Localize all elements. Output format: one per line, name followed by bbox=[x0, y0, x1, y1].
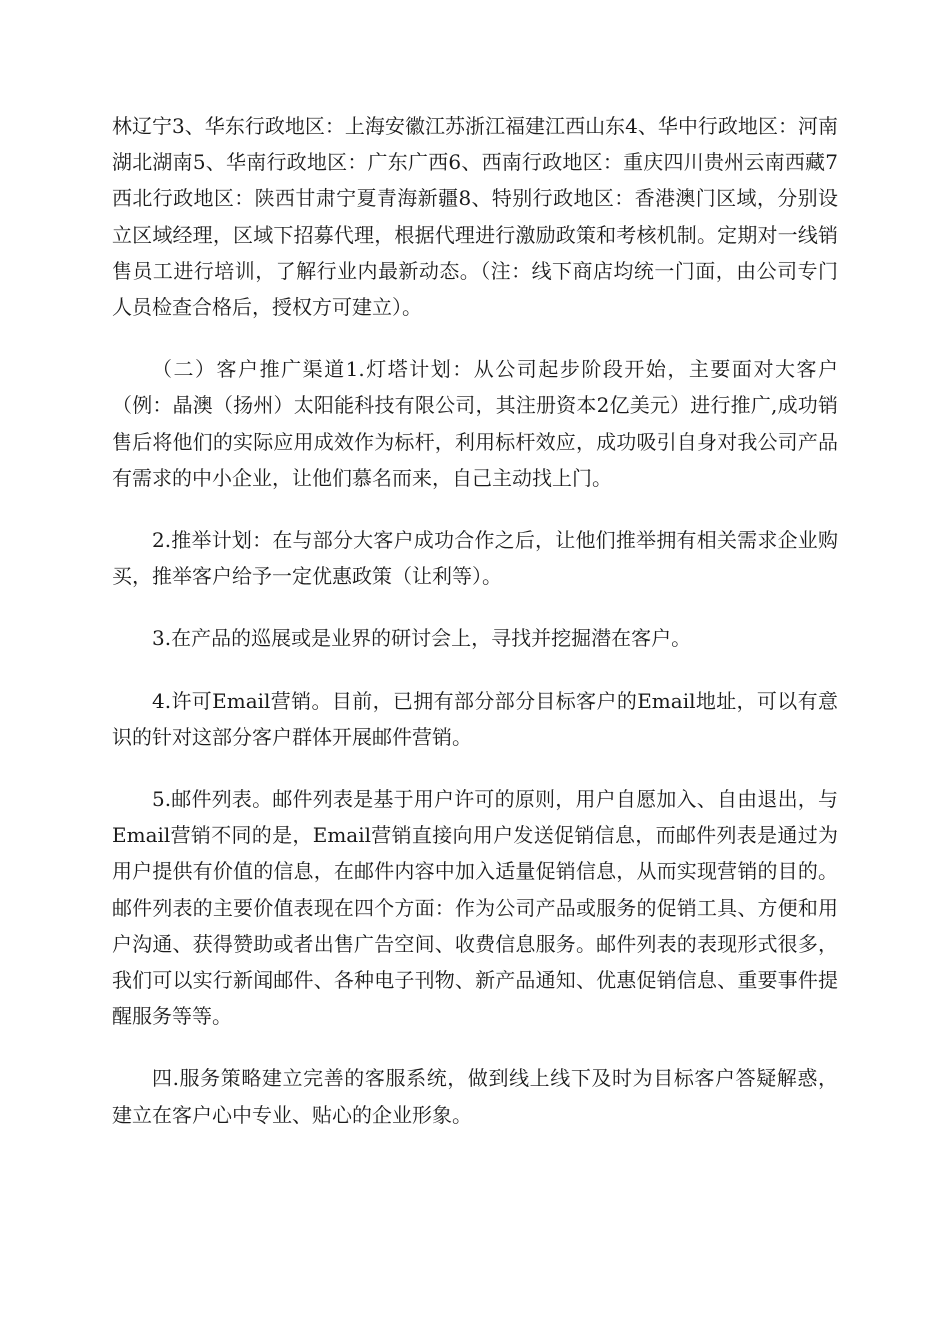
paragraph-email-marketing: 4.许可Email营销。目前，已拥有部分部分目标客户的Email地址，可以有意识的针对这部分客户群体开展邮件营销。 bbox=[112, 688, 838, 749]
paragraph-promotion-channels: （二）客户推广渠道1.灯塔计划：从公司起步阶段开始，主要面对大客户（例：晶澳（扬州）太阳能科技有限公司，其注册资本2亿美元）进行推广,成功销售后将他们的实际应用成效作为标杆，利用标杆效应，成功吸引自身对我公司产品有需求的中小企业，让他们慕名而来，自己主动找上门。 bbox=[112, 357, 838, 490]
paragraph-regions: 林辽宁3、华东行政地区：上海安徽江苏浙江福建江西山东4、华中行政地区：河南湖北湖南5、华南行政地区：广东广西6、西南行政地区：重庆四川贵州云南西藏7西北行政地区：陕西甘肃宁夏青海新疆8、特别行政地区：香港澳门区域，分别设立区域经理，区域下招募代理，根据代理进行激励政策和考核机制。定期对一线销售员工进行培训，了解行业内最新动态。（注：线下商店均统一门面，由公司专门人员检查合格后，授权方可建立）。 bbox=[112, 114, 838, 320]
paragraph-mailing-list: 5.邮件列表。邮件列表是基于用户许可的原则，用户自愿加入、自由退出，与Email营销不同的是，Email营销直接向用户发送促销信息，而邮件列表是通过为用户提供有价值的信息，在邮件内容中加入适量促销信息，从而实现营销的目的。邮件列表的主要价值表现在四个方面：作为公司产品或服务的促销工具、方便和用户沟通、获得赞助或者出售广告空间、收费信息服务。邮件列表的表现形式很多，我们可以实行新闻邮件、各种电子刊物、新产品通知、优惠促销信息、重要事件提醒服务等等。 bbox=[112, 787, 838, 1029]
document-body bbox=[112, 108, 838, 1159]
paragraph-exhibitions: 3.在产品的巡展或是业界的研讨会上，寻找并挖掘潜在客户。 bbox=[152, 626, 692, 651]
paragraph-service-strategy: 四.服务策略建立完善的客服系统，做到线上线下及时为目标客户答疑解惑，建立在客户心中专业、贴心的企业形象。 bbox=[112, 1066, 838, 1127]
paragraph-referral-plan: 2.推举计划：在与部分大客户成功合作之后，让他们推举拥有相关需求企业购买，推举客户给予一定优惠政策（让利等）。 bbox=[112, 528, 838, 589]
